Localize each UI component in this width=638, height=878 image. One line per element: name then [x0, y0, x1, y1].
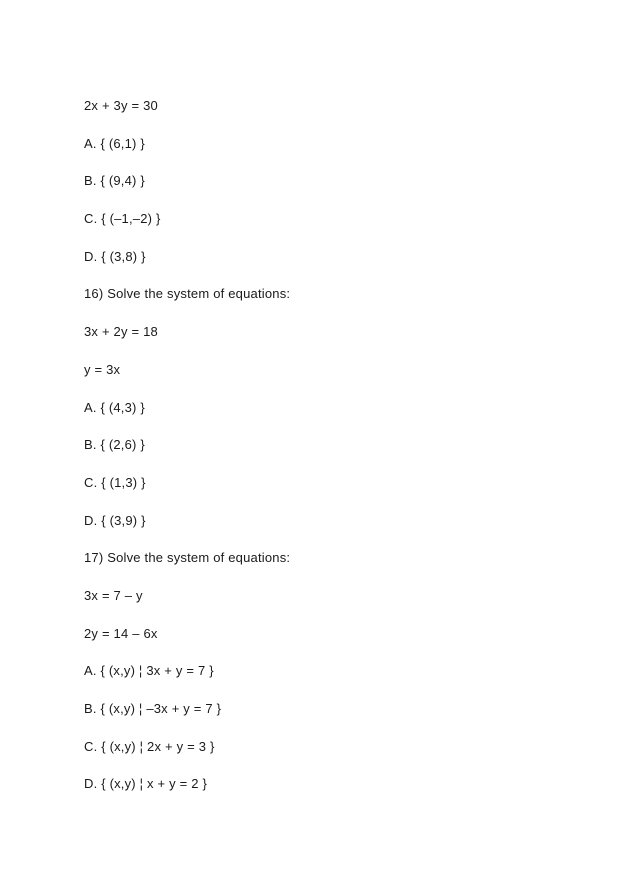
answer-option-c: C. { (–1,–2) }	[84, 211, 161, 227]
question-16-prompt: 16) Solve the system of equations:	[84, 286, 291, 302]
answer-option-d: D. { (x,y) ¦ x + y = 2 }	[84, 776, 208, 792]
answer-option-a: A. { (6,1) }	[84, 135, 145, 151]
answer-option-b: B. { (x,y) ¦ –3x + y = 7 }	[84, 701, 222, 716]
answer-option-a: A. { (4,3) }	[84, 399, 145, 415]
equation-line: 3x = 7 – y	[84, 587, 143, 603]
answer-option-d: D. { (3,8) }	[84, 248, 146, 264]
answer-option-b: B. { (2,6) }	[84, 437, 145, 453]
answer-option-b: B. { (9,4) }	[84, 173, 145, 189]
question-17-prompt: 17) Solve the system of equations:	[84, 550, 291, 566]
answer-option-d: D. { (3,9) }	[84, 512, 146, 528]
equation-line: y = 3x	[84, 361, 121, 377]
answer-option-c: C. { (1,3) }	[84, 474, 146, 490]
document-body	[84, 96, 290, 812]
equation-line: 2y = 14 – 6x	[84, 625, 158, 641]
answer-option-c: C. { (x,y) ¦ 2x + y = 3 }	[84, 738, 215, 754]
equation-line: 2x + 3y = 30	[84, 98, 158, 113]
answer-option-a: A. { (x,y) ¦ 3x + y = 7 }	[84, 663, 214, 679]
equation-line: 3x + 2y = 18	[84, 324, 158, 340]
